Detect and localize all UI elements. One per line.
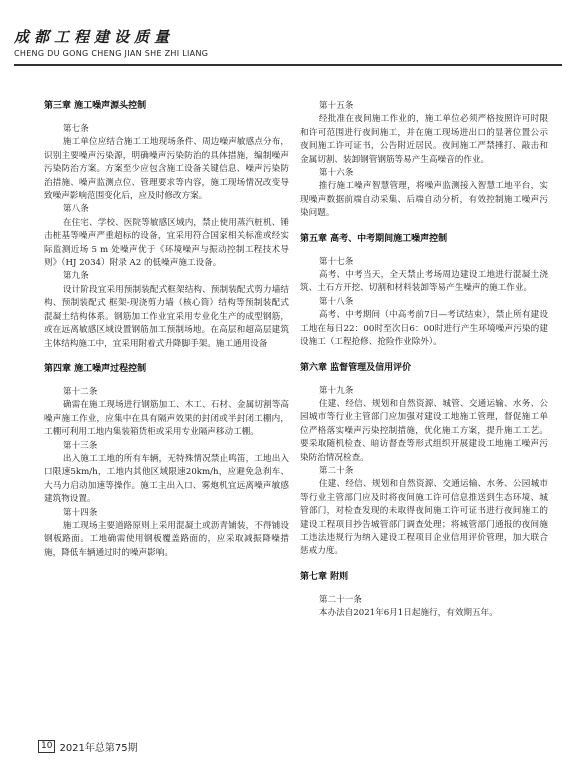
article-title: 第八条: [62, 204, 89, 215]
article-paragraph: 高考、中考期间（中高考前7日—考试结束），禁止所有建设工地在每日22：00时至次日6：00时进行产生环境噪声污染的建设施工（工程抢修、抢险作业除外）。: [300, 310, 548, 348]
section-spacer: [300, 221, 548, 233]
article-paragraph: 出入施工工地的所有车辆，无特殊情况禁止鸣笛，工地出入口限速5km/h，工地内其他区域限速20km/h，应避免急刹车、大马力启动加速等操作。施工主出入口、雾炮机宜远离噪声敏感建筑物设置。: [44, 453, 289, 505]
chapter-heading: 第三章 施工噪声源头控制: [44, 101, 147, 111]
article-paragraph: 推行施工噪声智慧管理，将噪声监测接入智慧工地平台，实现噪声数据前端自动采集、后端自动分析，有效控制施工噪声污染问题。: [300, 181, 548, 219]
article-paragraph: 高考、中考当天，全天禁止考场周边建设工地进行混凝土浇筑、土石方开挖、切割和材料装卸等易产生噪声的施工作业。: [300, 270, 548, 294]
article-title: 第十九条: [318, 385, 354, 396]
article-title: 第十四条: [62, 507, 98, 518]
chapter-heading: 第七章 附则: [300, 571, 349, 582]
chapter-heading: 第四章 施工噪声过程控制: [44, 363, 147, 374]
journal-title: 成都工程建设质量: [14, 28, 175, 46]
article-title: 第十三条: [62, 440, 98, 451]
article-paragraph: 确需在施工现场进行钢筋加工、木工、石材、金属切割等高噪声施工作业，应集中在具有隔声效果的封闭或半封闭工棚内，工棚可利用工地内集装箱货柜或采用专业隔声移动工棚。: [44, 400, 289, 438]
article-title: 第二十条: [318, 465, 354, 476]
article-title: 第十五条: [318, 101, 354, 111]
article-paragraph: 住建、经信、规划和自然资源、城管、交通运输、水务、公园城市等行业主管部门应加强对建设工地施工管理，督促施工单位严格落实噪声污染控制措施，优化施工方案，提升施工工艺。要采取随机检查、暗访督查等形式组织开展建设工地施工噪声污染防治情况检查。: [300, 398, 548, 463]
article-paragraph: 经批准在夜间施工作业的，施工单位必须严格按照许可时限和许可范围进行夜间施工，并在施工现场进出口的显著位置公示夜间施工许可证书，公告附近居民。夜间施工严禁捶打、敲击和金属切割、装卸钢管钢筋等易产生高噪音的作业。: [300, 114, 548, 165]
article-title: 第二十一条: [318, 594, 362, 605]
article-paragraph: 施工现场主要道路原则上采用混凝土或沥青铺装，不得铺设钢板路面。工地确需使用钢板覆盖路面的，应采取减振降噪措施，降低车辆通过时的噪声影响。: [44, 520, 289, 558]
masthead-rule: [14, 64, 562, 66]
page-number: 10: [38, 740, 55, 753]
article-title: 第十二条: [62, 386, 98, 397]
right-column: [300, 100, 548, 621]
article-paragraph: 设计阶段宜采用预制装配式框架结构、预制装配式剪力墙结构、预制装配式 框架-现浇剪力墙（核心筒）结构等预制装配式混凝土结构体系。钢筋加工作业宜采用专业化生产的成型钢筋，或在远离敏感区域设置钢筋加工预制场地。在高层和超高层建筑主体结构施工中，宜采用附着式升降脚手架。施工通用设备: [44, 284, 289, 349]
left-column: [44, 100, 289, 560]
article-title: 第十七条: [318, 256, 354, 267]
article-title: 第九条: [62, 271, 89, 282]
masthead: [14, 28, 562, 58]
article-paragraph: 本办法自2021年6月1日起施行，有效期五年。: [318, 608, 498, 619]
article-paragraph: 在住宅、学校、医院等敏感区域内，禁止使用蒸汽桩机、锤击桩基等噪声严重超标的设备，宜采用符合国家相关标准或经实际监测近场 5 m 处噪声优于《环境噪声与振动控制工程技术导则》（HJ 2034）附录 A2 的低噪声施工设备。: [44, 217, 289, 269]
page-footer: [38, 739, 138, 754]
section-spacer: [300, 350, 548, 362]
article-paragraph: 施工单位应结合施工工地现场条件、周边噪声敏感点分布，识别主要噪声污染源，明确噪声污染防治的具体措施，编制噪声污染防治方案。方案至少应包含施工设备关键信息、噪声污染防治措施、噪声监测点位、管理要求等内容，施工现场情况改变导致噪声影响范围变化后，应及时修改方案。: [44, 137, 289, 202]
article-title: 第七条: [62, 124, 89, 134]
chapter-heading: 第六章 监督管理及信用评价: [300, 362, 412, 373]
article-title: 第十八条: [318, 296, 354, 307]
issue-label: 2021年总第75期: [59, 743, 138, 754]
section-spacer: [300, 559, 548, 571]
article-paragraph: 住建、经信、规划和自然资源、交通运输、水务、公园城市等行业主管部门应及时将夜间施工许可信息推送到生态环境、城管部门，对检查发现的未取得夜间施工许可证书进行夜间施工的建设工程项目抄告城管部门调查处理；将城管部门通报的夜间施工违法违规行为纳入建设工程项目企业信用评价管理，加大联合惩戒力度。: [300, 479, 548, 557]
journal-subtitle: CHENG DU GONG CHENG JIAN SHE ZHI LIANG: [14, 49, 209, 58]
chapter-heading: 第五章 高考、中考期间施工噪声控制: [300, 233, 448, 244]
article-title: 第十六条: [318, 168, 354, 179]
section-spacer: [44, 351, 289, 363]
